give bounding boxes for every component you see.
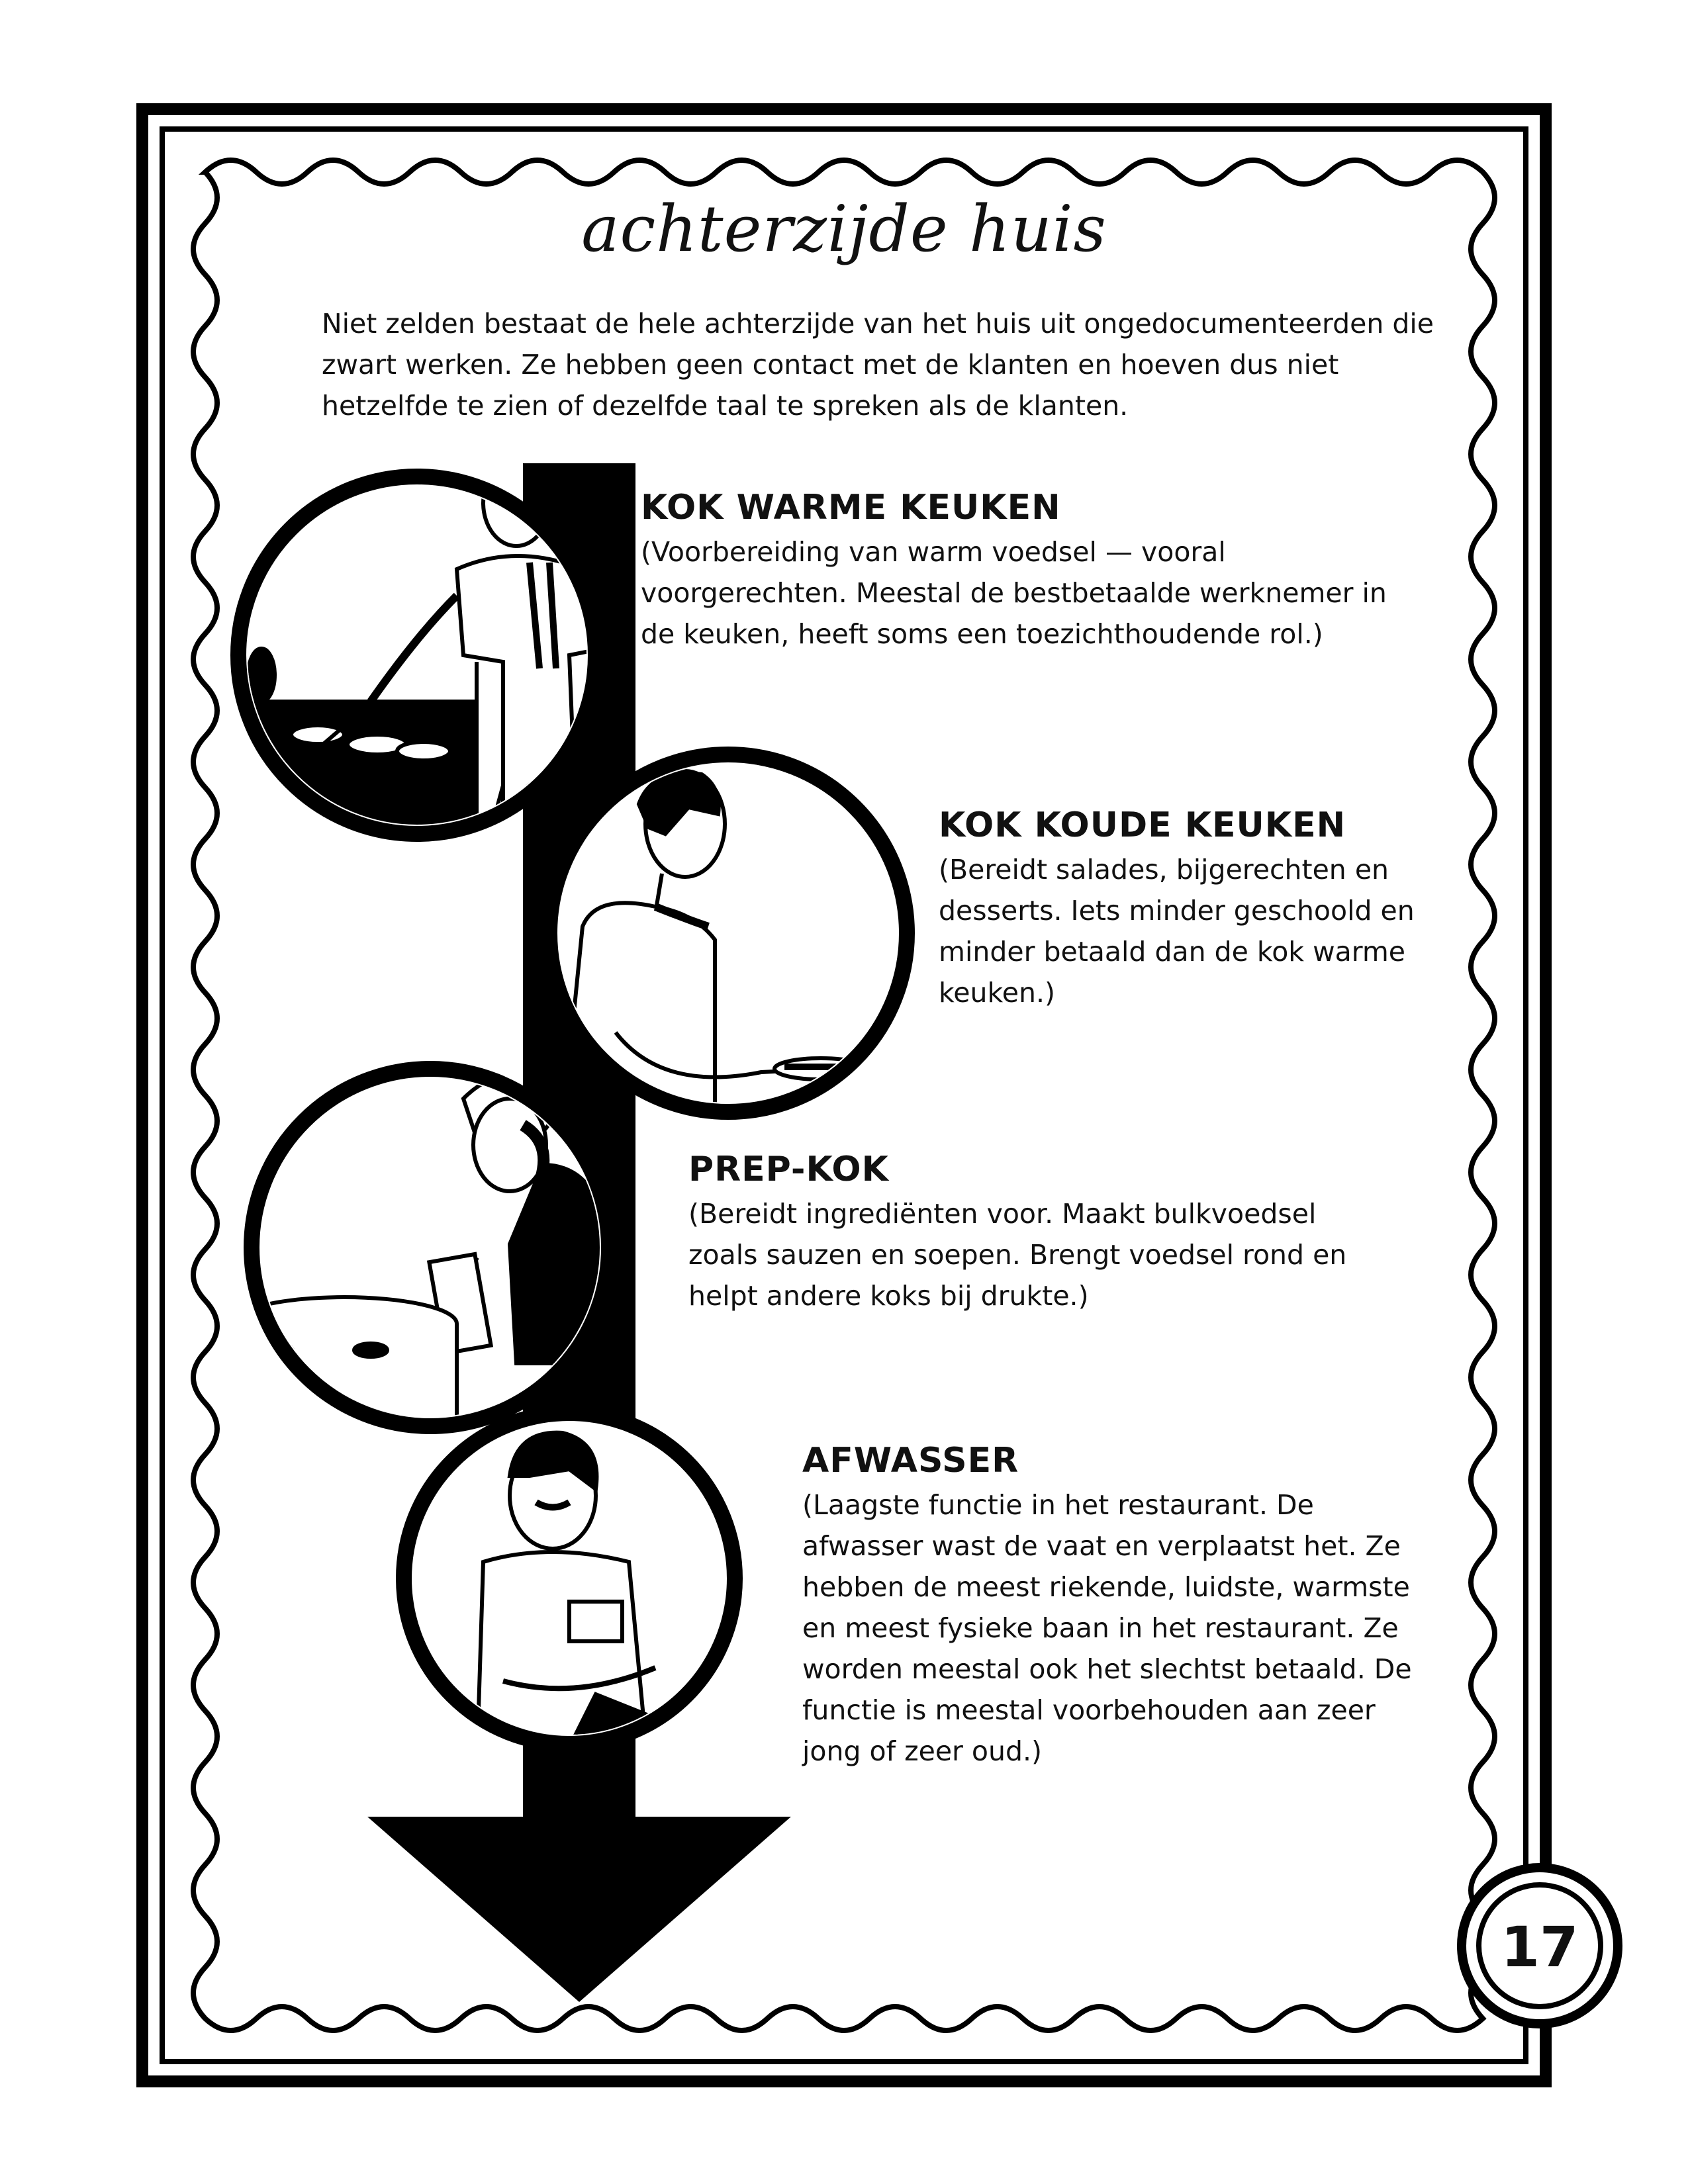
role-kok-koude-keuken [939,804,1415,1013]
page-title: achterzijde huis [581,192,1107,266]
dishwasher-illustration [404,1413,735,1787]
cook-plating-illustration [549,754,907,1125]
role-heading: KOK WARME KEUKEN [641,488,1061,527]
role-afwasser [802,1439,1438,1772]
prep-cook-pouring-illustration [232,1069,609,1426]
role-heading: PREP-KOK [688,1150,889,1189]
role-description: (Bereidt salades, bijgerechten en desserts. Iets minder geschoold en minder betaald dan de kok warme keuken.) [939,854,1415,1009]
role-description: (Laagste functie in het restaurant. De afwasser wast de vaat en verplaatst het. Ze hebben de meest riekende, luidste, warmste en meest fysieke baan in het restaurant. Ze worden meestal ook het slechtst betaald. De functie is meestal voorbehouden aan zeer jong of zeer oud.) [802,1489,1412,1767]
role-description: (Voorbereiding van warm voedsel — vooral voorgerechten. Meestal de bestbetaalde werknemer in de keuken, heeft soms een toezichthoudende rol.) [641,536,1387,650]
role-heading: AFWASSER [802,1441,1019,1480]
page-number: 17 [1501,1915,1579,1979]
role-kok-warme-keuken [641,486,1415,655]
role-description: (Bereidt ingrediënten voor. Maakt bulkvoedsel zoals sauzen en soepen. Brengt voedsel rond en helpt andere koks bij drukte.) [688,1198,1347,1312]
intro-paragraph: Niet zelden bestaat de hele achterzijde van het huis uit ongedocumenteerden die zwart werken. Ze hebben geen contact met de klanten en hoeven dus niet hetzelfde te zien of dezelfde taal te spreken als de klanten. [322,308,1434,422]
role-heading: KOK KOUDE KEUKEN [939,805,1346,845]
role-prep-kok [688,1148,1390,1316]
